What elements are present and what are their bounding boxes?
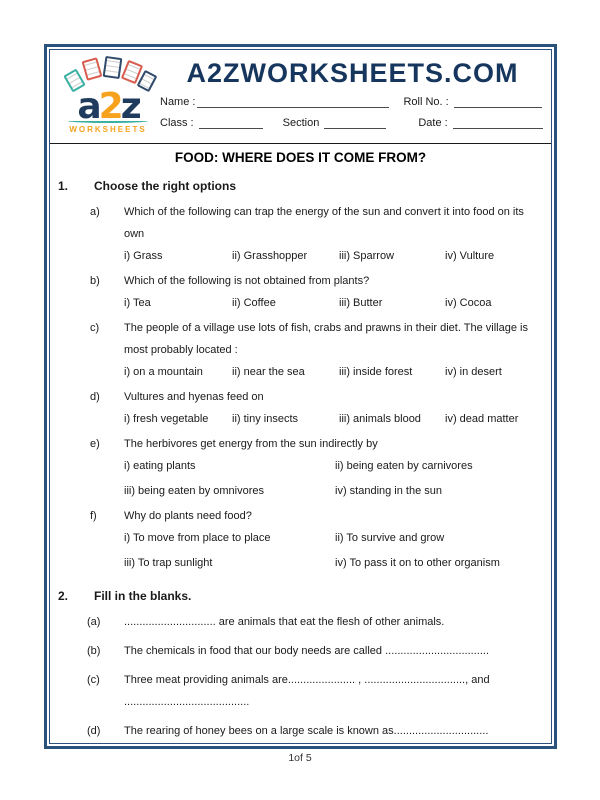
- roll-label: Roll No. :: [403, 96, 449, 108]
- options-row: [124, 245, 541, 267]
- option: iv) in desert: [445, 366, 502, 378]
- question-letter: (a): [87, 616, 101, 628]
- option: iii) To trap sunlight: [124, 557, 213, 569]
- date-blank-line: [453, 117, 543, 129]
- worksheet-title: FOOD: WHERE DOES IT COME FROM?: [174, 150, 427, 165]
- name-blank-line: [197, 96, 389, 108]
- question-1d: [90, 386, 543, 433]
- logo-letter-2: 2: [98, 86, 121, 127]
- worksheet-page: [44, 44, 557, 749]
- blank-2a: [87, 611, 543, 633]
- section-2-heading: [54, 587, 547, 605]
- name-label: Name :: [160, 96, 196, 108]
- options-row: [124, 292, 541, 314]
- option: iii) being eaten by omnivores: [124, 485, 265, 497]
- section-blank-line: [324, 117, 386, 129]
- date-label: Date :: [418, 117, 448, 129]
- question-text: Vultures and hyenas feed on: [124, 391, 264, 403]
- options-row: [124, 361, 541, 383]
- question-text: The herbivores get energy from the sun indirectly by: [124, 438, 378, 450]
- question-text: Which of the following is not obtained from plants?: [124, 275, 370, 287]
- question-letter: f): [90, 510, 97, 522]
- option: iii) Sparrow: [339, 250, 395, 262]
- logo-subtitle: WORKSHEETS: [69, 125, 147, 134]
- question-text: Why do plants need food?: [124, 510, 252, 522]
- question-1f: [90, 505, 543, 577]
- question-1a: [90, 201, 543, 270]
- question-letter: e): [90, 438, 100, 450]
- option: ii) tiny insects: [232, 413, 299, 425]
- form-row-name-roll: [160, 96, 545, 108]
- section-heading-text: Choose the right options: [94, 179, 236, 193]
- class-label: Class :: [160, 117, 194, 129]
- blank-2d: [87, 720, 543, 742]
- option: iii) inside forest: [339, 366, 413, 378]
- logo-swoosh: [68, 119, 148, 123]
- options-row: [124, 408, 541, 430]
- section-heading-text: Fill in the blanks.: [94, 589, 192, 603]
- a2z-logo: [60, 58, 156, 134]
- section-label: Section: [282, 117, 320, 129]
- question-text: The rearing of honey bees on a large scale is known as...............................: [124, 725, 489, 737]
- question-letter: (c): [87, 674, 100, 686]
- option: iv) To pass it on to other organism: [335, 557, 500, 569]
- option: iii) Butter: [339, 297, 383, 309]
- question-1b: [90, 270, 543, 317]
- blank-2c: [87, 669, 543, 713]
- options-grid: [124, 527, 541, 574]
- option: i) on a mountain: [124, 366, 203, 378]
- option: iv) Cocoa: [445, 297, 492, 309]
- question-letter: (d): [87, 725, 101, 737]
- option: ii) near the sea: [232, 366, 305, 378]
- option: iv) Vulture: [445, 250, 495, 262]
- class-blank-line: [199, 117, 263, 129]
- question-1e: [90, 433, 543, 505]
- logo-letter-a: a: [77, 86, 99, 127]
- option: i) Grass: [124, 250, 163, 262]
- roll-blank-line: [454, 96, 542, 108]
- question-letter: a): [90, 206, 100, 218]
- option: ii) Coffee: [232, 297, 276, 309]
- question-text: Which of the following can trap the energy of the sun and convert it into food on its own: [124, 206, 524, 240]
- site-title: A2ZWORKSHEETS.COM: [186, 58, 519, 88]
- option: iii) animals blood: [339, 413, 421, 425]
- question-letter: d): [90, 391, 100, 403]
- paper-icon: [82, 57, 103, 81]
- option: i) To move from place to place: [124, 532, 271, 544]
- option: ii) being eaten by carnivores: [335, 460, 473, 472]
- options-grid: [124, 455, 541, 502]
- header-divider: [50, 143, 551, 144]
- option: iv) dead matter: [445, 413, 519, 425]
- logo-letter-z: z: [120, 86, 139, 127]
- section-number: 1.: [58, 179, 69, 193]
- paper-icon: [103, 56, 123, 79]
- blank-2b: [87, 640, 543, 662]
- page-inner-border: [49, 49, 552, 744]
- form-row-class-section-date: [160, 117, 545, 129]
- question-text: The people of a village use lots of fish, crabs and prawns in their diet. The village is most probably located :: [124, 322, 528, 356]
- question-letter: b): [90, 275, 100, 287]
- question-text: .............................. are animals that eat the flesh of other animals.: [124, 616, 445, 628]
- page-header: [54, 56, 547, 134]
- option: i) Tea: [124, 297, 151, 309]
- question-text: The chemicals in food that our body needs are called ..................................: [124, 645, 490, 657]
- option: ii) Grasshopper: [232, 250, 308, 262]
- question-letter: (b): [87, 645, 101, 657]
- section-1-heading: [54, 177, 547, 195]
- question-letter: c): [90, 322, 100, 334]
- header-right: [156, 58, 545, 134]
- section-number: 2.: [58, 589, 69, 603]
- option: iv) standing in the sun: [335, 485, 443, 497]
- page-number: 1of 5: [288, 752, 312, 764]
- question-text: Three meat providing animals are...................... , ................................., and .........................................: [124, 674, 490, 708]
- question-1c: [90, 317, 543, 386]
- option: ii) To survive and grow: [335, 532, 445, 544]
- option: i) eating plants: [124, 460, 196, 472]
- option: i) fresh vegetable: [124, 413, 209, 425]
